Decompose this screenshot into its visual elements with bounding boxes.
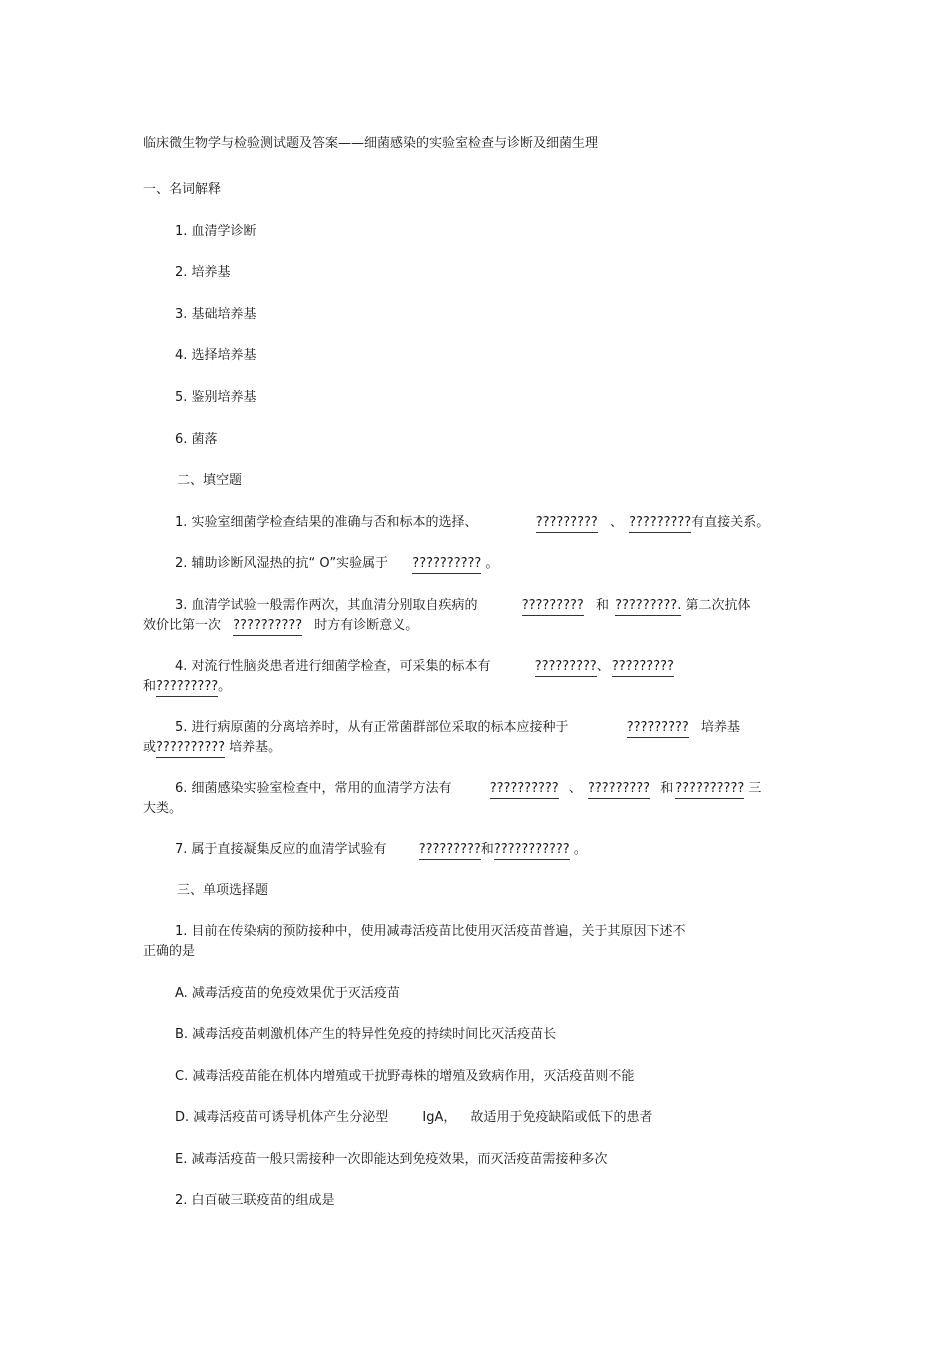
fill-question-6 — [175, 779, 761, 799]
separator-text: 、 — [568, 781, 582, 796]
question-text: 4. 对流行性脑炎患者进行细菌学检查，可采集的标本有 — [175, 659, 491, 674]
definition-item: 6. 菌落 — [175, 432, 218, 447]
question-text: 6. 细菌感染实验室检查中，常用的血清学方法有 — [175, 781, 452, 796]
fill-question-2 — [175, 554, 498, 574]
definition-item: 3. 基础培养基 — [175, 307, 257, 322]
section-heading-single-choice: 三、单项选择题 — [177, 883, 269, 898]
question-text: 7. 属于直接凝集反应的血清学试验有 — [175, 842, 387, 857]
question-text: 3. 血清学试验一般需作两次，其血清分别取自疾病的 — [175, 598, 478, 613]
fill-question-5-continued — [143, 738, 281, 758]
choice-question-1: 1. 目前在传染病的预防接种中，使用减毒活疫苗比使用灭活疫苗普遍，关于其原因下述不 — [175, 924, 686, 939]
question-text: 培养基。 — [229, 740, 282, 755]
answer-blank: ????????? — [522, 597, 584, 616]
answer-blank: ?????????? — [490, 780, 559, 799]
section-heading-definitions: 一、名词解释 — [143, 182, 222, 197]
answer-blank: ????????? — [419, 841, 481, 860]
choice-option-e: E. 减毒活疫苗一般只需接种一次即能达到免疫效果，而灭活疫苗需接种多次 — [175, 1152, 608, 1167]
question-text: 。 — [218, 679, 232, 694]
question-text: 和 — [143, 679, 157, 694]
choice-option-b: B. 减毒活疫苗刺激机体产生的特异性免疫的持续时间比灭活疫苗长 — [175, 1027, 557, 1042]
answer-blank: ?????????? — [675, 780, 744, 799]
definition-item: 4. 选择培养基 — [175, 348, 257, 363]
answer-blank: ?????????? — [412, 555, 481, 574]
fill-question-3 — [175, 596, 750, 616]
answer-blank: ????????? — [156, 678, 218, 697]
document-title: 临床微生物学与检验测试题及答案——细菌感染的实验室检查与诊断及细菌生理 — [143, 136, 599, 151]
fill-question-6-continued: 大类。 — [143, 801, 183, 816]
choice-option-c: C. 减毒活疫苗能在机体内增殖或干扰野毒株的增殖及致病作用，灭活疫苗则不能 — [175, 1069, 635, 1084]
question-text: 或 — [143, 740, 157, 755]
question-text: 和 — [595, 598, 609, 613]
fill-question-4 — [175, 657, 674, 677]
fill-question-4-continued — [143, 677, 231, 697]
question-text: 效价比第一次 — [143, 618, 222, 633]
definition-item: 5. 鉴别培养基 — [175, 390, 257, 405]
answer-blank: ????????? — [588, 780, 650, 799]
question-text: 和 — [660, 781, 674, 796]
answer-blank: ?????????. — [615, 597, 681, 616]
definition-item: 1. 血清学诊断 — [175, 224, 257, 239]
section-heading-fill-in: 二、填空题 — [177, 473, 243, 488]
question-text: 和 — [480, 842, 494, 857]
choice-option-a: A. 减毒活疫苗的免疫效果优于灭活疫苗 — [175, 986, 400, 1001]
fill-question-1 — [175, 513, 769, 533]
answer-blank: ??????????? — [494, 841, 570, 860]
definition-item: 2. 培养基 — [175, 265, 231, 280]
question-text: 时方有诊断意义。 — [314, 618, 419, 633]
question-text: 培养基 — [700, 720, 740, 735]
answer-blank: ????????? — [627, 719, 689, 738]
fill-question-5 — [175, 718, 740, 738]
choice-question-1-continued: 正确的是 — [143, 944, 196, 959]
separator-text: 、 — [596, 659, 610, 674]
question-text: 5. 进行病原菌的分离培养时，从有正常菌群部位采取的标本应接种于 — [175, 720, 569, 735]
option-text: IgA， — [422, 1110, 457, 1125]
answer-blank: ????????? — [629, 514, 691, 533]
fill-question-7 — [175, 840, 587, 860]
answer-blank: ????????? — [535, 658, 597, 677]
question-text: 2. 辅助诊断风湿热的抗“ O”实验属于 — [175, 556, 389, 571]
answer-blank: ????????? — [536, 514, 598, 533]
answer-blank: ?????????? — [156, 739, 225, 758]
question-text: 三 — [748, 781, 762, 796]
answer-blank: ????????? — [612, 658, 674, 677]
answer-blank: ?????????? — [233, 617, 302, 636]
question-text: 第二次抗体 — [685, 598, 751, 613]
separator-text: 、 — [609, 515, 623, 530]
choice-question-2: 2. 白百破三联疫苗的组成是 — [175, 1193, 335, 1208]
choice-option-d — [175, 1108, 653, 1128]
question-text: 。 — [485, 556, 499, 571]
question-text: 。 — [573, 842, 587, 857]
fill-question-3-continued — [143, 616, 418, 636]
question-text: 有直接关系。 — [691, 515, 770, 530]
option-text: D. 减毒活疫苗可诱导机体产生分泌型 — [175, 1110, 389, 1125]
question-text: 1. 实验室细菌学检查结果的准确与否和标本的选择、 — [175, 515, 478, 530]
option-text: 故适用于免疫缺陷或低下的患者 — [470, 1110, 653, 1125]
